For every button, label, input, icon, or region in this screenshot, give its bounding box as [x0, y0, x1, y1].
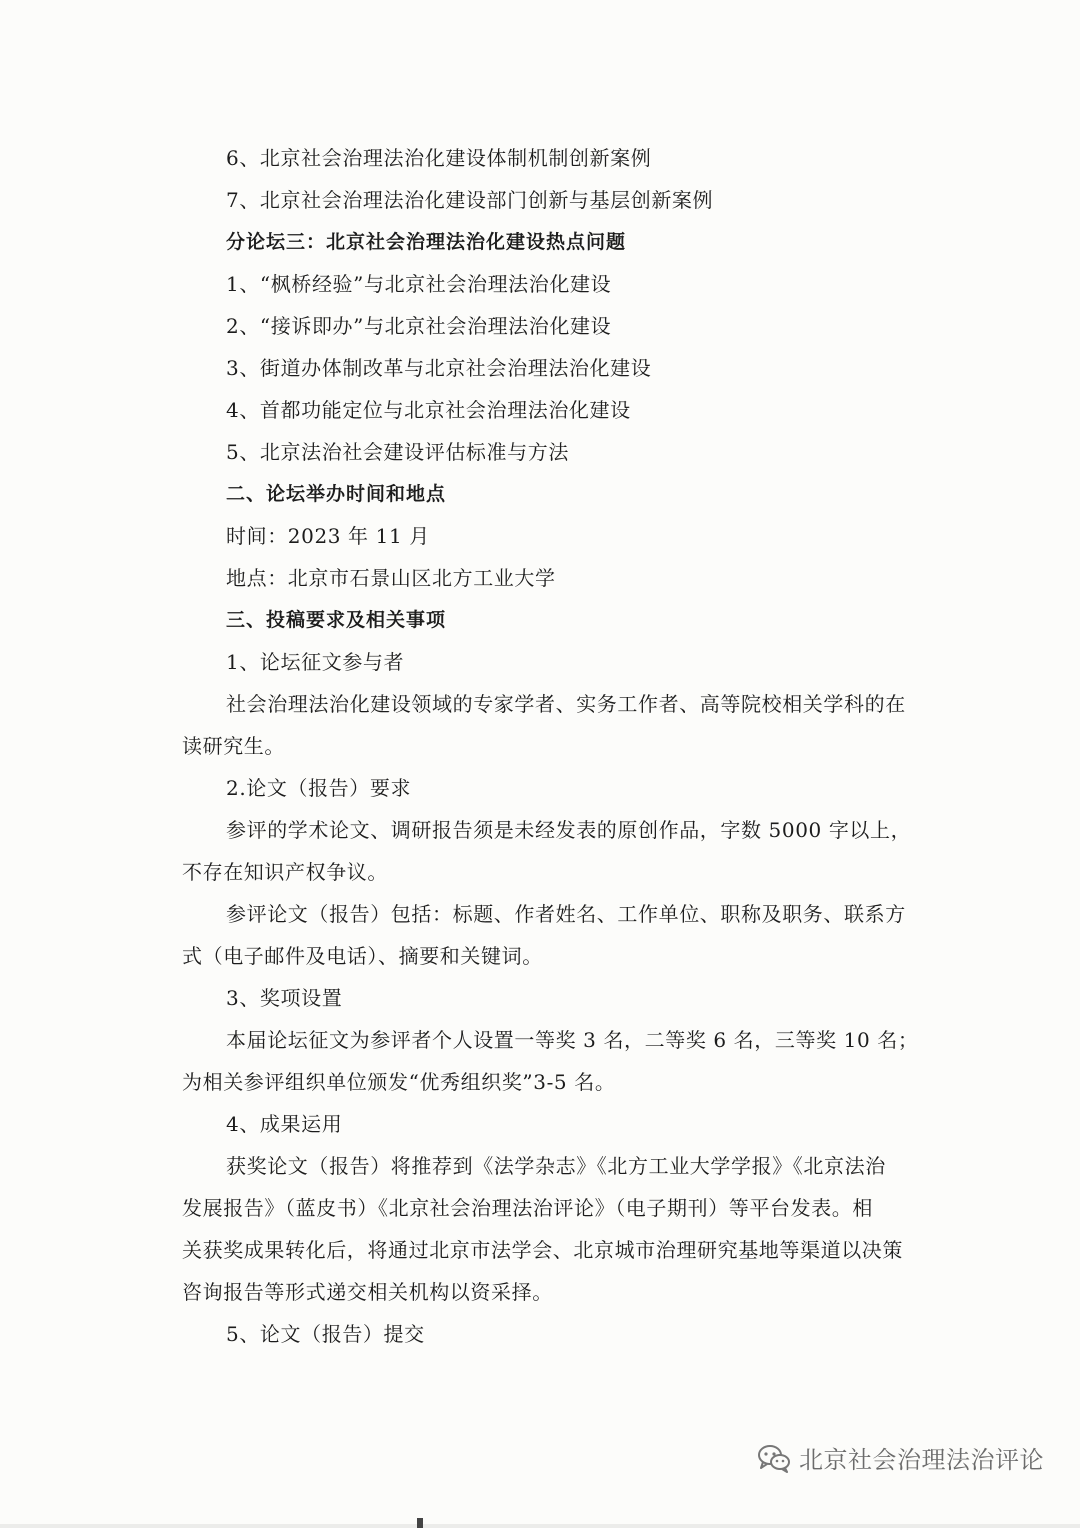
paragraph-requirements-line-1: 参评的学术论文、调研报告须是未经发表的原创作品，字数 5000 字以上，	[226, 818, 912, 842]
list-item-1: 1、“枫桥经验”与北京社会治理法治化建设	[226, 272, 612, 296]
paragraph-participants-line-2: 读研究生。	[182, 734, 285, 758]
wechat-icon	[757, 1443, 791, 1473]
list-item-6: 6、北京社会治理法治化建设体制机制创新案例	[226, 146, 652, 170]
section-heading-forum-3: 分论坛三：北京社会治理法治化建设热点问题	[226, 231, 627, 253]
subheading-results: 4、成果运用	[226, 1112, 343, 1136]
paragraph-contents-line-1: 参评论文（报告）包括：标题、作者姓名、工作单位、职称及职务、联系方	[226, 902, 906, 926]
paragraph-awards-line-1: 本届论坛征文为参评者个人设置一等奖 3 名，二等奖 6 名，三等奖 10 名；	[226, 1028, 919, 1052]
scan-edge	[0, 1524, 1080, 1528]
subheading-awards: 3、奖项设置	[226, 986, 343, 1010]
watermark-text: 北京社会治理法治评论	[799, 1446, 1044, 1474]
list-item-2: 2、“接诉即办”与北京社会治理法治化建设	[226, 314, 612, 338]
paragraph-results-line-2: 发展报告》（蓝皮书）《北京社会治理法治评论》（电子期刊）等平台发表。相	[182, 1196, 873, 1220]
watermark	[757, 1440, 1044, 1475]
paragraph-participants-line-1: 社会治理法治化建设领域的专家学者、实务工作者、高等院校相关学科的在	[226, 692, 906, 716]
place-line: 地点：北京市石景山区北方工业大学	[226, 566, 556, 590]
list-item-4: 4、首都功能定位与北京社会治理法治化建设	[226, 398, 631, 422]
paragraph-results-line-4: 咨询报告等形式递交相关机构以资采择。	[182, 1280, 553, 1304]
scan-mark	[417, 1518, 423, 1528]
subheading-participants: 1、论坛征文参与者	[226, 650, 405, 674]
time-line: 时间：2023 年 11 月	[226, 524, 430, 548]
subheading-requirements: 2.论文（报告）要求	[226, 776, 412, 800]
paragraph-results-line-1: 获奖论文（报告）将推荐到《法学杂志》《北方工业大学学报》《北京法治	[226, 1154, 886, 1178]
list-item-3: 3、街道办体制改革与北京社会治理法治化建设	[226, 356, 652, 380]
section-heading-time-place: 二、论坛举办时间和地点	[226, 483, 447, 505]
section-heading-submission: 三、投稿要求及相关事项	[226, 609, 447, 631]
subheading-submit: 5、论文（报告）提交	[226, 1322, 425, 1346]
paragraph-awards-line-2: 为相关参评组织单位颁发“优秀组织奖”3-5 名。	[182, 1070, 616, 1094]
paragraph-results-line-3: 关获奖成果转化后，将通过北京市法学会、北京城市治理研究基地等渠道以决策	[182, 1238, 903, 1262]
paragraph-requirements-line-2: 不存在知识产权争议。	[182, 860, 388, 884]
list-item-5: 5、北京法治社会建设评估标准与方法	[226, 440, 569, 464]
paragraph-contents-line-2: 式（电子邮件及电话）、摘要和关键词。	[182, 944, 543, 968]
list-item-7: 7、北京社会治理法治化建设部门创新与基层创新案例	[226, 188, 714, 212]
